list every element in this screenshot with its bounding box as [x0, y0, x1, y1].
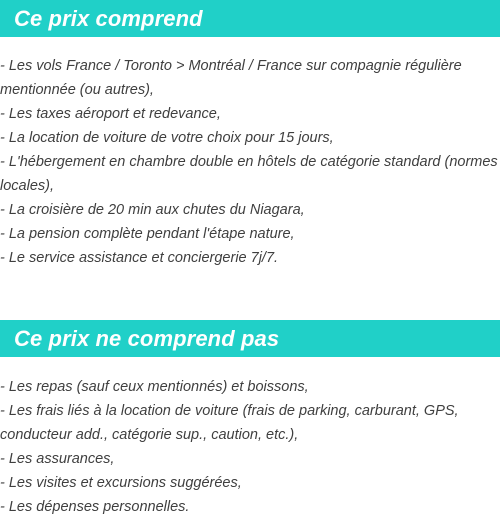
excluded-section	[0, 320, 500, 519]
included-item: - La croisière de 20 min aux chutes du Niagara,	[0, 202, 305, 218]
excluded-item: - Les visites et excursions suggérées,	[0, 475, 242, 491]
excluded-item: - Les repas (sauf ceux mentionnés) et boissons,	[0, 379, 309, 395]
excluded-item: - Les dépenses personnelles.	[0, 499, 190, 515]
included-item: - Le service assistance et conciergerie 7j/7.	[0, 250, 279, 266]
included-item: - La pension complète pendant l'étape nature,	[0, 226, 295, 242]
included-item: - Les taxes aéroport et redevance,	[0, 106, 221, 122]
included-item: - La location de voiture de votre choix pour 15 jours,	[0, 130, 334, 146]
included-item: - Les vols France / Toronto > Montréal / France sur compagnie régulière mentionnée (ou autres),	[0, 58, 462, 98]
included-item: - L'hébergement en chambre double en hôtels de catégorie standard (normes locales),	[0, 154, 498, 194]
excluded-list	[0, 375, 500, 519]
excluded-item: - Les frais liés à la location de voiture (frais de parking, carburant, GPS, conducteur add., catégorie sup., caution, etc.),	[0, 403, 459, 443]
included-title: Ce prix comprend	[14, 5, 203, 31]
included-header	[0, 0, 500, 37]
included-list	[0, 54, 500, 270]
excluded-header	[0, 320, 500, 357]
excluded-item: - Les assurances,	[0, 451, 115, 467]
excluded-title: Ce prix ne comprend pas	[14, 325, 280, 351]
